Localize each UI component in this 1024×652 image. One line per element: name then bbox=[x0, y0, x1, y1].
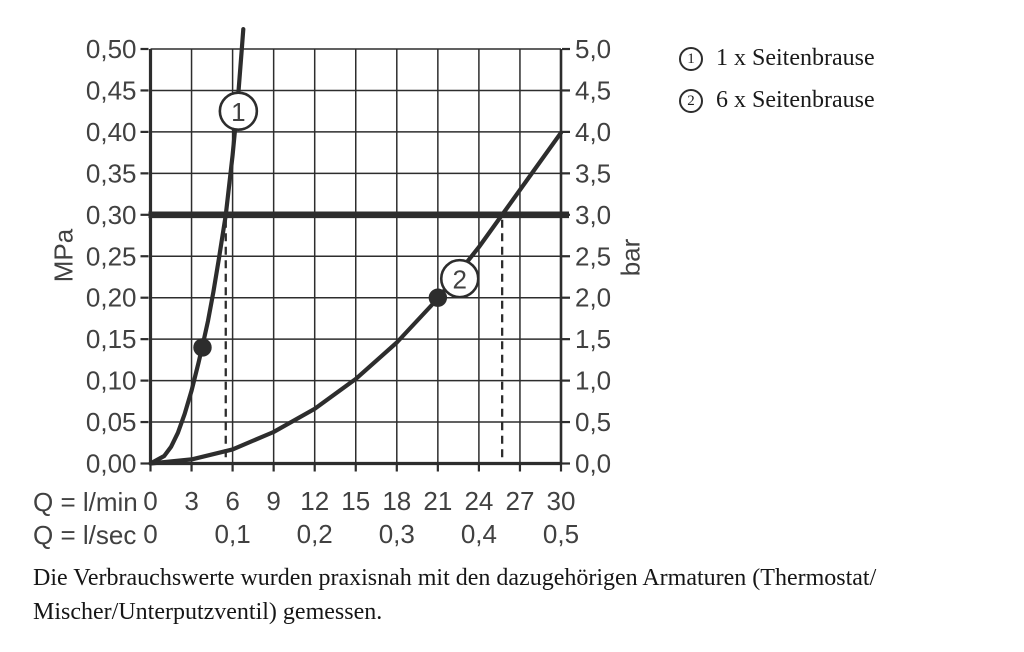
x-lsec-tick-label: 0,2 bbox=[296, 519, 333, 549]
y-right-tick-label: 1,5 bbox=[575, 324, 612, 355]
y-left-tick-label: 0,40 bbox=[85, 116, 137, 147]
x-lmin-tick-label: 18 bbox=[382, 486, 412, 516]
x-lmin-tick-label: 3 bbox=[184, 486, 199, 516]
y-axis-left-unit-label: MPa bbox=[48, 228, 79, 283]
x-lsec-tick-label: 0,1 bbox=[214, 519, 251, 549]
y-right-tick-label: 2,5 bbox=[575, 241, 612, 272]
x-lsec-tick-label: 0,5 bbox=[542, 519, 580, 549]
x-axis-lmin-label: Q = l/min bbox=[33, 487, 138, 517]
y-axis-right-unit-label: bar bbox=[615, 238, 646, 277]
x-lsec-tick-label: 0,4 bbox=[460, 519, 497, 549]
legend-label-2: 6 x Seitenbrause bbox=[716, 87, 875, 113]
y-right-tick-label: 2,0 bbox=[575, 282, 612, 313]
y-left-tick-label: 0,45 bbox=[85, 75, 137, 106]
legend-item bbox=[679, 87, 875, 114]
legend bbox=[679, 45, 875, 129]
y-right-tick-label: 0,5 bbox=[575, 407, 612, 438]
x-lsec-tick-label: 0,3 bbox=[378, 519, 415, 549]
y-right-tick-label: 1,0 bbox=[575, 365, 612, 396]
y-right-tick-label: 5,0 bbox=[575, 34, 612, 64]
x-lmin-tick-label: 15 bbox=[341, 486, 371, 516]
x-lmin-tick-label: 21 bbox=[423, 486, 453, 516]
x-lsec-tick-label: 0 bbox=[143, 519, 158, 549]
y-left-tick-label: 0,20 bbox=[85, 282, 137, 313]
y-left-tick-label: 0,30 bbox=[85, 199, 137, 230]
y-left-tick-label: 0,00 bbox=[85, 448, 137, 479]
y-right-tick-label: 3,0 bbox=[575, 199, 612, 230]
x-lmin-tick-label: 9 bbox=[266, 486, 281, 516]
y-left-tick-label: 0,15 bbox=[85, 324, 137, 355]
legend-badge-circle-2: 2 bbox=[679, 89, 703, 113]
badge-number-curve-2: 2 bbox=[452, 264, 467, 295]
y-left-tick-label: 0,10 bbox=[85, 365, 137, 396]
legend-label-1: 1 x Seitenbrause bbox=[716, 45, 875, 71]
legend-item bbox=[679, 45, 875, 72]
y-right-tick-label: 4,5 bbox=[575, 75, 612, 106]
x-lmin-tick-label: 27 bbox=[505, 486, 535, 516]
y-left-tick-label: 0,35 bbox=[85, 158, 137, 189]
y-left-tick-label: 0,25 bbox=[85, 241, 137, 272]
y-right-tick-label: 4,0 bbox=[575, 116, 612, 147]
y-left-tick-label: 0,05 bbox=[85, 407, 137, 438]
y-right-tick-label: 3,5 bbox=[575, 158, 612, 189]
legend-badge-circle-1: 1 bbox=[679, 47, 703, 71]
x-axis-lsec-label: Q = l/sec bbox=[33, 520, 137, 550]
x-lmin-tick-label: 6 bbox=[225, 486, 240, 516]
badge-number-curve-1: 1 bbox=[231, 97, 246, 128]
x-lmin-tick-label: 24 bbox=[464, 486, 494, 516]
footnote-line-2: Mischer/Unterputzventil) gemessen. bbox=[33, 599, 383, 625]
x-lmin-tick-label: 0 bbox=[143, 486, 158, 516]
x-lmin-tick-label: 30 bbox=[546, 486, 576, 516]
y-left-tick-label: 0,50 bbox=[85, 34, 137, 64]
x-lmin-tick-label: 12 bbox=[300, 486, 330, 516]
footnote-line-1: Die Verbrauchswerte wurden praxisnah mit den dazugehörigen Armaturen (Thermostat/ bbox=[33, 565, 877, 591]
marker-dot-curve-2 bbox=[429, 289, 447, 307]
footnote bbox=[33, 561, 933, 629]
y-right-tick-label: 0,0 bbox=[575, 448, 612, 479]
marker-dot-curve-1 bbox=[193, 338, 211, 356]
